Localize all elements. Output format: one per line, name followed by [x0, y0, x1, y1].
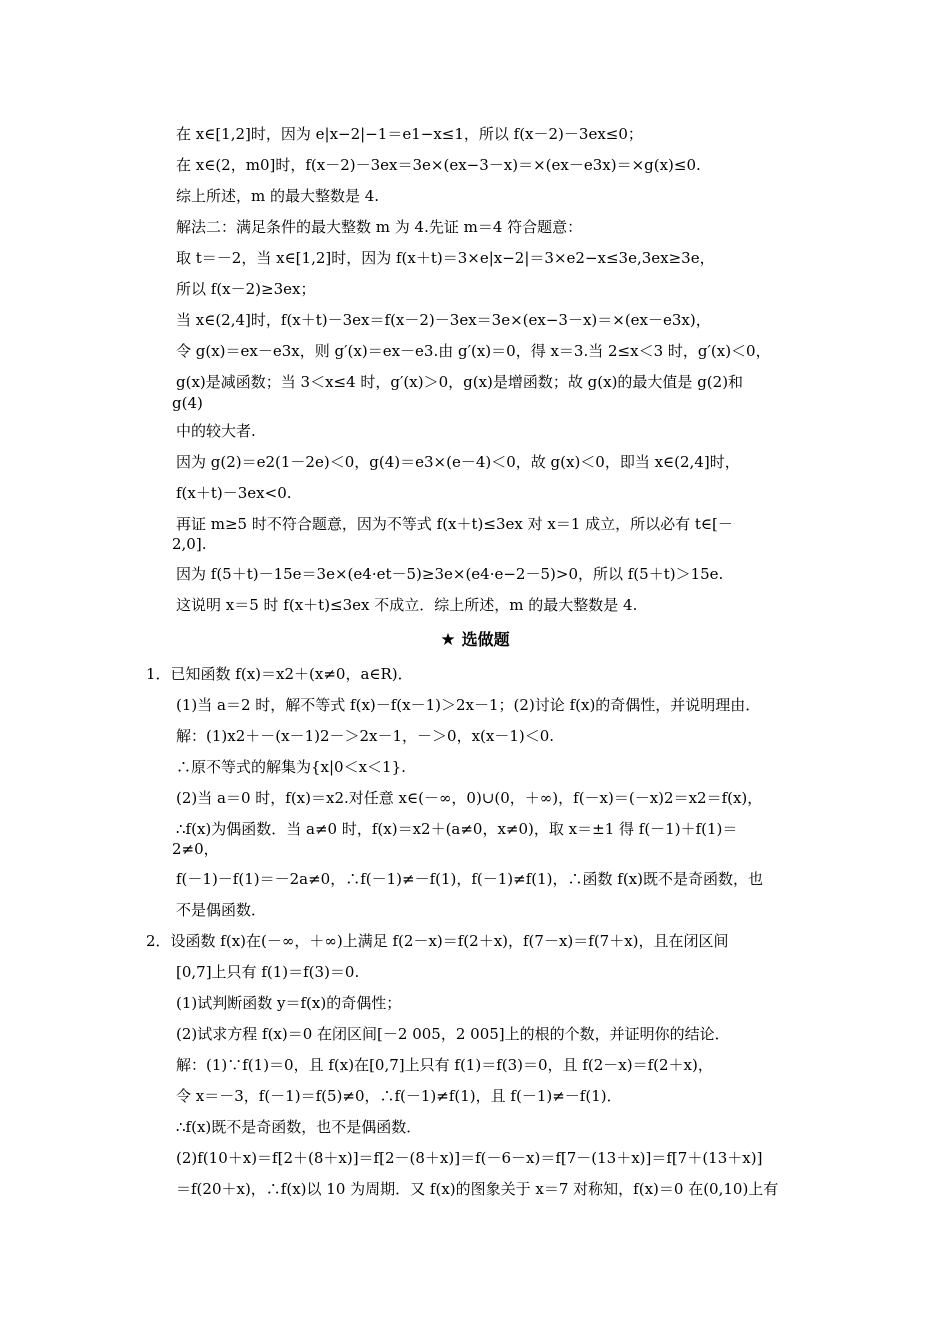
method-two-heading: 解法二：满足条件的最大整数 m 为 4.先证 m＝4 符合题意： — [176, 218, 583, 236]
text-line: 这说明 x＝5 时 f(x＋t)≤3ex 不成立．综上所述，m 的最大整数是 4. — [176, 596, 638, 614]
text-line: g(4) — [172, 394, 203, 412]
text-line: f(－1)－f(1)＝－2a≠0，∴f(－1)≠－f(1)，f(－1)≠f(1)，∴函数 f(x)既不是奇函数，也 — [176, 870, 764, 888]
text-line: 令 x＝－3，f(－1)＝f(5)≠0，∴f(－1)≠f(1)，且 f(－1)≠－f(1)． — [176, 1087, 622, 1105]
section-title — [0, 629, 950, 651]
text-line: ∴f(x)为偶函数．当 a≠0 时，f(x)＝x2＋(a≠0，x≠0)，取 x＝±1 得 f(－1)＋f(1)＝ — [176, 820, 738, 838]
question-1: 1．已知函数 f(x)＝x2＋(x≠0，a∈R)． — [146, 665, 413, 683]
text-line: (2)当 a＝0 时，f(x)＝x2.对任意 x∈(－∞，0)∪(0，＋∞)，f(－x)＝(－x)2＝x2＝f(x)， — [176, 789, 763, 807]
text-line: 再证 m≥5 时不符合题意，因为不等式 f(x＋t)≤3ex 对 x＝1 成立，所以必有 t∈[－ — [176, 515, 733, 533]
text-line: 当 x∈(2,4]时，f(x＋t)－3ex＝f(x－2)－3ex＝3e×(ex−3－x)＝×(ex－e3x)， — [176, 311, 711, 329]
text-line: 令 g(x)＝ex－e3x，则 g′(x)＝ex－e3.由 g′(x)＝0，得 x＝3.当 2≤x＜3 时，g′(x)＜0， — [176, 342, 771, 360]
text-line: (1)当 a＝2 时，解不等式 f(x)－f(x－1)＞2x－1；(2)讨论 f(x)的奇偶性，并说明理由． — [176, 696, 761, 714]
text-line: 解：(1)∵f(1)＝0，且 f(x)在[0,7]上只有 f(1)＝f(3)＝0，且 f(2－x)＝f(2＋x)， — [176, 1056, 713, 1074]
text-line: 中的较大者. — [176, 422, 256, 440]
text-line: 解：(1)x2＋－(x－1)2－＞2x－1，－＞0，x(x－1)＜0. — [176, 727, 555, 745]
question-2: 2．设函数 f(x)在(－∞，＋∞)上满足 f(2－x)＝f(2＋x)，f(7－x)＝f(7＋x)，且在闭区间 — [146, 932, 729, 950]
text-line: [0,7]上只有 f(1)＝f(3)＝0. — [176, 963, 360, 981]
text-line: 因为 f(5＋t)－15e＝3e×(e4·et－5)≥3e×(e4·e−2－5)>0，所以 f(5＋t)＞15e. — [176, 565, 724, 583]
text-line: ＝f(20＋x)，∴f(x)以 10 为周期．又 f(x)的图象关于 x＝7 对称知，f(x)＝0 在(0,10)上有 — [176, 1180, 779, 1198]
text-line: g(x)是减函数；当 3＜x≤4 时，g′(x)＞0，g(x)是增函数；故 g(x)的最大值是 g(2)和 — [176, 373, 744, 391]
text-line: 所以 f(x－2)≥3ex； — [176, 280, 316, 298]
text-line: 在 x∈[1,2]时，因为 e|x−2|−1＝e1−x≤1，所以 f(x－2)－3ex≤0； — [176, 125, 643, 143]
text-line: 因为 g(2)＝e2(1－2e)＜0，g(4)＝e3×(e－4)＜0，故 g(x)＜0，即当 x∈(2,4]时， — [176, 453, 740, 471]
text-line: 2≠0， — [172, 840, 219, 858]
text-line: (1)试判断函数 y＝f(x)的奇偶性； — [176, 994, 402, 1012]
text-line: 取 t＝－2，当 x∈[1,2]时，因为 f(x＋t)＝3×e|x−2|＝3×e2−x≤3e,3ex≥3e， — [176, 249, 715, 267]
text-line: 在 x∈(2，m0]时，f(x－2)－3ex＝3e×(ex−3－x)＝×(ex－e3x)＝×g(x)≤0. — [176, 156, 701, 174]
text-line: 不是偶函数． — [176, 901, 267, 919]
star-icon: ★ — [440, 630, 456, 650]
section-title-text: 选做题 — [461, 630, 510, 649]
text-line: 综上所述，m 的最大整数是 4. — [176, 187, 380, 205]
text-line: ∴f(x)既不是奇函数，也不是偶函数． — [176, 1118, 422, 1136]
text-line: ∴原不等式的解集为{x|0＜x＜1}. — [176, 758, 406, 776]
text-line: f(x＋t)－3ex<0. — [176, 484, 292, 502]
text-line: (2)试求方程 f(x)＝0 在闭区间[－2 005，2 005]上的根的个数，并证明你的结论． — [176, 1025, 730, 1043]
text-line: (2)f(10＋x)＝f[2＋(8＋x)]＝f[2－(8＋x)]＝f(－6－x)＝f[7－(13＋x)]＝f[7＋(13＋x)] — [176, 1149, 763, 1167]
text-line: 2,0]. — [172, 535, 207, 553]
